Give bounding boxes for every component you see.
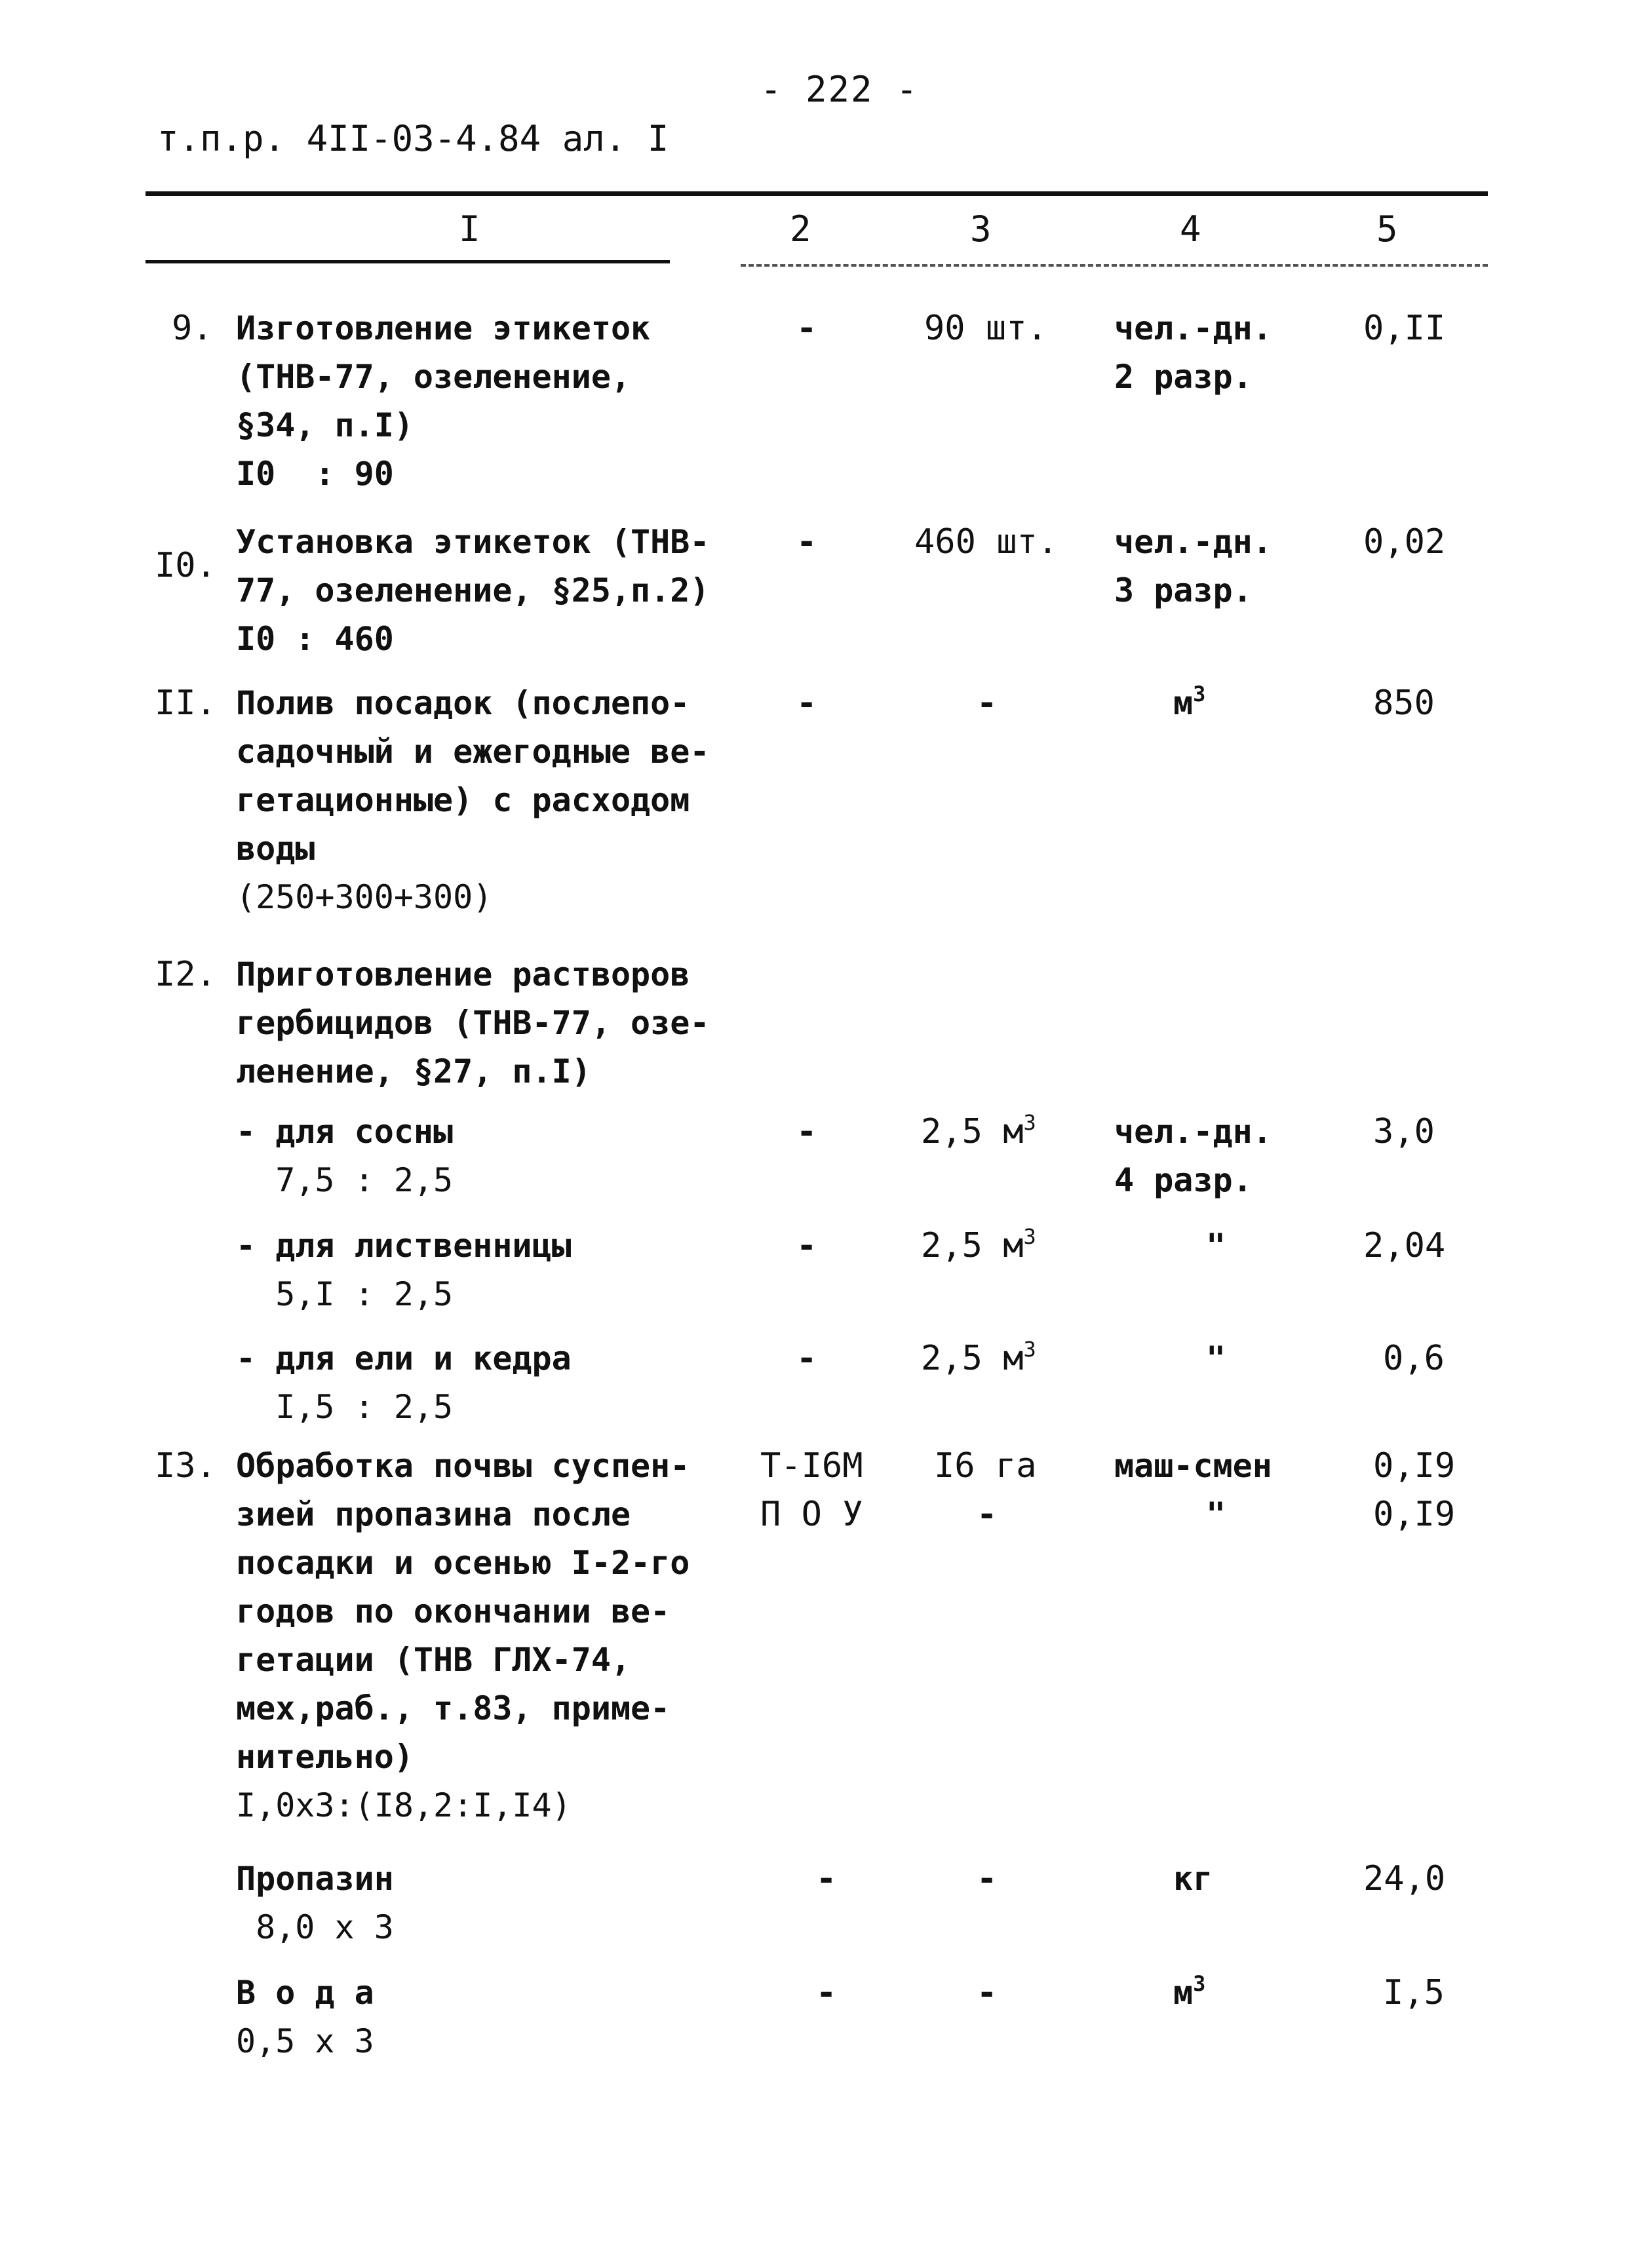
header-underline [146,260,670,263]
cell-col4: маш-смен [1114,1447,1272,1485]
cell-col4: чел.-дн. [1114,1113,1272,1151]
row-number: I0. [155,546,216,585]
page-number: - 222 - [760,69,919,110]
cell-col5: 24,0 [1363,1859,1446,1898]
cell-col3: 90 шт. [924,309,1047,348]
cell-col5: I,5 [1383,1973,1445,2012]
row-description-line: 0,5 x 3 [236,2022,374,2060]
cell-col2: - [796,683,817,723]
cell-col4: $м^3$ [1173,1971,1206,2012]
row-description-line: - для лиственницы [236,1227,572,1265]
cell-col3: - [977,1973,998,2012]
cell-col4: 3 разр. [1114,571,1253,609]
cell-col4: чел.-дн. [1114,309,1272,347]
row-description-line: зией пропазина после [236,1495,631,1533]
cell-col2: - [796,522,817,562]
row-description-line: Приготовление растворов [236,955,690,993]
row-description-line: ленение, §27, п.I) [236,1052,591,1090]
row-description-line: - для ели и кедра [236,1339,572,1377]
row-description-line: I0 : 460 [236,620,394,658]
row-description-line: (250+300+300) [236,878,493,916]
cell-col2: Т-I6М [760,1446,863,1486]
row-description-line: 7,5 : 2,5 [236,1161,454,1199]
column-header-3: 3 [970,208,992,250]
row-description-line: Полив посадок (послепо- [236,684,690,722]
row-description-line: гетации (ТНВ ГЛХ-74, [236,1641,631,1679]
row-description-line: I,0x3:(I8,2:I,I4) [236,1786,572,1824]
cell-col2: - [796,1112,817,1151]
cell-col2: - [816,1973,837,2012]
row-description-line: гербицидов (ТНВ-77, озе- [236,1004,710,1042]
row-description-line: Пропазин [236,1860,394,1898]
cell-col4: кг [1173,1860,1213,1898]
cell-col2: - [816,1859,837,1898]
cell-col2: - [796,1226,817,1265]
document-reference: т.п.р. 4II-03-4.84 ал. I [157,118,669,159]
cell-col5: 0,I9 [1373,1495,1456,1534]
table-top-rule [146,191,1488,196]
row-description-line: I0 : 90 [236,455,394,493]
row-number: II. [155,683,216,723]
row-description-line: 8,0 x 3 [236,1908,394,1946]
row-description-line: нительно) [236,1738,414,1776]
cell-col4-ditto: " [1206,1339,1226,1377]
cell-col2: - [796,1339,817,1378]
cell-col2: - [796,309,817,348]
row-description-line: Изготовление этикеток [236,309,651,347]
cell-col2: П О У [760,1495,863,1534]
column-header-2: 2 [790,208,811,250]
row-number: I2. [155,955,216,994]
cell-col5: 0,II [1363,309,1446,348]
row-description-line: годов по окончании ве- [236,1592,671,1630]
row-description-line: В о д а [236,1974,374,2012]
header-dashed-underline [741,264,1488,267]
row-description-line: Установка этикеток (ТНВ- [236,523,710,561]
cell-col4: $м^3$ [1173,682,1206,722]
row-description-line: (ТНВ-77, озеленение, [236,358,631,396]
cell-col3: - [977,1859,998,1898]
cell-col4: 4 разр. [1114,1161,1253,1199]
row-description-line: посадки и осенью I-2-го [236,1544,690,1582]
cell-col3: 2,5 $м^3$ [921,1224,1036,1265]
row-description-line: I,5 : 2,5 [236,1388,454,1426]
cell-col4: 2 разр. [1114,358,1253,396]
cell-col5: 0,02 [1363,522,1446,562]
row-description-line: 77, озеленение, §25,п.2) [236,571,710,609]
cell-col3: - [977,683,998,723]
cell-col3: - [977,1495,998,1534]
row-number: 9. [172,309,213,348]
cell-col5: 3,0 [1373,1112,1435,1151]
row-description-line: гетационные) с расходом [236,781,690,819]
row-number: I3. [155,1446,216,1486]
cell-col5: 2,04 [1363,1226,1446,1265]
cell-col5: 850 [1373,683,1435,723]
cell-col4-ditto: " [1206,1227,1226,1265]
row-description-line: §34, п.I) [236,406,414,444]
row-description-line: воды [236,830,315,868]
cell-col4-ditto: " [1206,1495,1226,1533]
column-header-4: 4 [1180,208,1201,250]
row-description-line: Обработка почвы суспен- [236,1447,690,1485]
row-description-line: 5,I : 2,5 [236,1275,454,1313]
row-description-line: садочный и ежегодные ве- [236,733,710,771]
cell-col3: 460 шт. [914,522,1059,562]
cell-col5: 0,I9 [1373,1446,1456,1486]
row-description-line: мех,раб., т.83, приме- [236,1689,671,1727]
column-header-1: I [459,208,480,250]
cell-col3: 2,5 $м^3$ [921,1110,1036,1151]
cell-col5: 0,6 [1383,1339,1445,1378]
cell-col3: I6 га [934,1446,1037,1486]
cell-col4: чел.-дн. [1114,523,1272,561]
cell-col3: 2,5 $м^3$ [921,1337,1036,1378]
column-header-5: 5 [1376,208,1398,250]
row-description-line: - для сосны [236,1113,454,1151]
